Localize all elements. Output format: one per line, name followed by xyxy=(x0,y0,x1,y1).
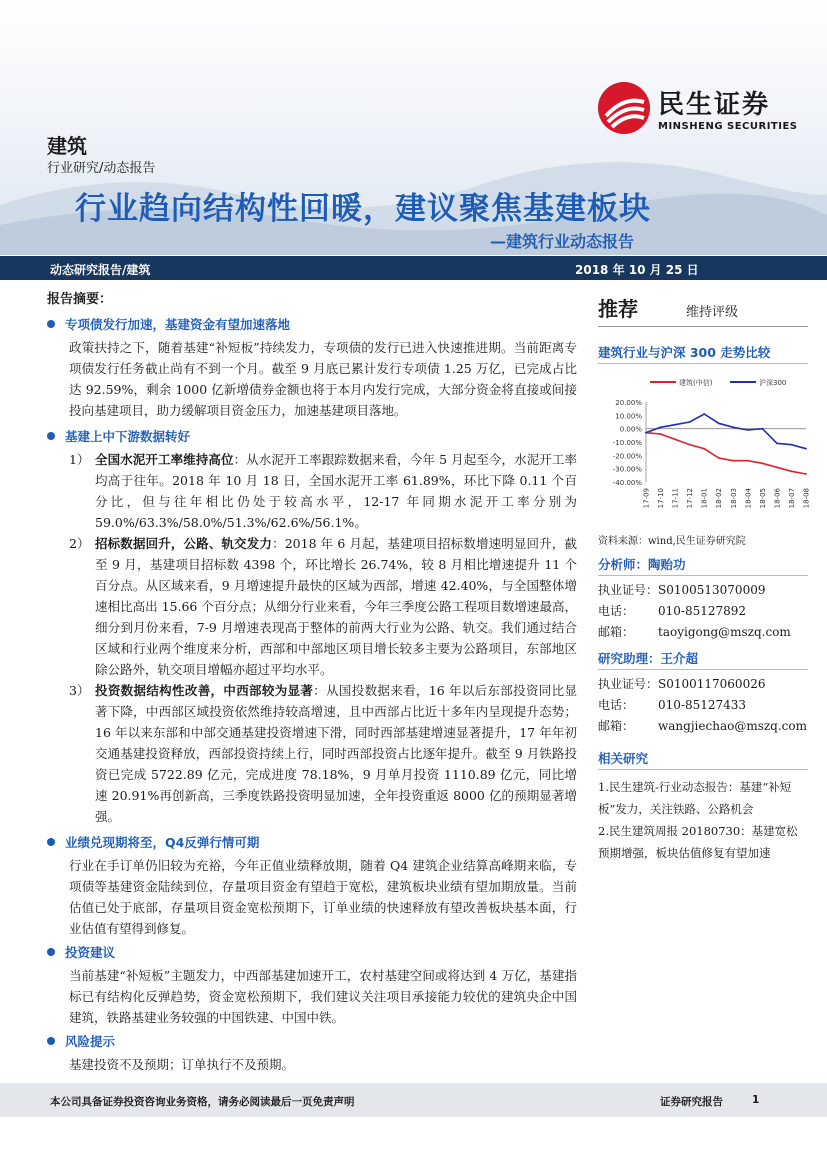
bullet-icon xyxy=(47,948,55,956)
bullet-icon xyxy=(47,432,55,440)
report-category: 动态研究报告/建筑 xyxy=(50,263,151,277)
data-point xyxy=(674,438,676,440)
y-tick-label: 0.00% xyxy=(619,425,642,434)
numbered-item: 1） 全国水泥开工率维持高位：从水泥开工率跟踪数据来看，今年 5 月起至今，水泥开工率均高于往年。2018 年 10 月 18 日，全国水泥开工率 61.89%，环比下降 0.11 个百分比，但与往年相比仍处于较高水平，12-17 年同期水泥开工率分别为 59.0%/63.3%/58.0%/51.3%/62.6%/56.1%。 xyxy=(69,452,577,530)
report-subtitle: —建筑行业动态报告 xyxy=(490,232,635,251)
data-point xyxy=(718,422,720,424)
data-point xyxy=(791,444,793,446)
numbered-item: 2） 招标数据回升，公路、轨交发力：2018 年 6 月起，基建项目招标数增速明显回升，截至 9 月，基建项目招标数 4398 个，环比增长 26.74%，较 8 月相比增速提升 11 个百分点。从区域来看，9 月增速提升最快的区域为西部，增速 42.40%，与全国整体增速相比高出 15.66 个百分点；从细分行业来看，今年三季度公路工程项目数增速最高，细分到月份来看，7-9 月增速表现高于整体的前两大行业为公路、轨交。我们通过结合区域和行业两个维度来分析，西部和中部地区项目增长较多主要为公路项目，东部地区除公路外，轨交项目增幅亦超过平均水平。 xyxy=(69,536,577,677)
x-tick-label: 18-01 xyxy=(700,488,709,509)
x-tick-label: 17-10 xyxy=(657,488,666,509)
data-point xyxy=(660,426,662,428)
data-point xyxy=(805,448,807,450)
section-heading: 业绩兑现期将至，Q4反弹行情可期 xyxy=(47,833,577,851)
y-tick-label: 20.00% xyxy=(615,399,642,407)
x-tick-label: 18-05 xyxy=(758,488,767,509)
page-number: 1 xyxy=(752,1094,760,1106)
y-tick-label: -20.00% xyxy=(612,452,642,461)
legend-label: 建筑(中信) xyxy=(679,379,713,387)
summary-column xyxy=(47,288,577,1075)
section-text: 行业在手订单仍旧较为充裕，今年正值业绩释放期，随着 Q4 建筑企业结算高峰期来临，专项债等基建资金陆续到位，存量项目资金有望趋于宽松，建筑板块业绩有望加期放量。当前估值已处于底部，存量项目资金宽松预期下，订单业绩的快速释放有望改善板块基本面，行业估值有望得到修复。 xyxy=(69,858,577,936)
section-heading: 风险提示 xyxy=(47,1032,577,1050)
data-point xyxy=(703,413,705,415)
x-tick-label: 17-12 xyxy=(686,488,695,509)
logo-cn: 民生证券 xyxy=(658,90,771,120)
data-point xyxy=(689,421,691,423)
x-tick-label: 18-04 xyxy=(744,488,753,509)
x-tick-label: 17-11 xyxy=(671,488,680,509)
assistant-heading: 研究助理：王介超 xyxy=(598,647,808,670)
data-point xyxy=(732,460,734,462)
section-text: 政策扶持之下，随着基建“补短板”持续发力，专项债的发行已进入快速推进期。当前距离专项债发行任务截止尚有不到一个月。截至 9 月底已累计发行专项债 1.25 万亿，已完成占比达 92.59%，剩余 1000 亿新增债券金额也将于本月内发行完成，大部分资金将直接或间接投向基建项目，助力缓解项目资金压力，加速基建项目落地。 xyxy=(69,340,577,418)
rating xyxy=(598,293,808,327)
section-text: 基建投资不及预期；订单执行不及预期。 xyxy=(69,1057,295,1072)
x-tick-label: 18-02 xyxy=(715,488,724,509)
numbered-item: 3） 投资数据结构性改善，中西部较为显著：从国投数据来看，16 年以后东部投资同比显著下降，中西部区域投资依然维持较高增速，且中西部占比近十多年内呈现提升态势；16 年以来东部和中部交通基建投资增速下滑，同时西部基建增速显著提升，17 年年初交通基建投资释放，西部投资持续上行，同时西部投资占比逐年提升。截至 9 月铁路投资已完成 5722.89 亿元，完成进度 78.18%，9 月单月投资 1110.89 亿元，同比增速 20.91%再创新高，三季度铁路投资明显加速，全年投资重返 8000 亿的预期显著增强。 xyxy=(69,683,577,824)
data-point xyxy=(761,428,763,430)
data-point xyxy=(689,444,691,446)
data-point xyxy=(703,448,705,450)
rating-value: 推荐 xyxy=(598,297,638,321)
data-point xyxy=(674,424,676,426)
footer xyxy=(0,1083,827,1117)
sidebar xyxy=(598,293,811,864)
info-bar xyxy=(0,256,827,280)
x-tick-label: 18-06 xyxy=(773,488,782,509)
analyst-row: 执业证号： S0100513070009 xyxy=(598,583,766,597)
bullet-icon xyxy=(47,838,55,846)
y-tick-label: -10.00% xyxy=(612,439,642,447)
analyst-email[interactable]: 邮箱： taoyigong@mszq.com xyxy=(598,625,791,639)
bullet-icon xyxy=(47,1037,55,1045)
data-point xyxy=(660,433,662,435)
legend-label: 沪深300 xyxy=(759,379,787,387)
trend-chart xyxy=(598,372,811,522)
report-title: 行业趋向结构性回暖，建议聚焦基建板块 xyxy=(75,191,651,227)
disclaimer-note: 本公司具备证券投资咨询业务资格，请务必阅读最后一页免责声明 xyxy=(50,1096,355,1108)
analyst-row: 电话： 010-85127892 xyxy=(598,604,747,618)
data-point xyxy=(761,462,763,464)
series-line xyxy=(646,433,806,474)
data-point xyxy=(645,432,647,434)
logo-mark-icon xyxy=(598,82,650,134)
data-point xyxy=(776,442,778,444)
footer-report-type: 证券研究报告 xyxy=(660,1096,723,1108)
y-tick-label: -30.00% xyxy=(612,465,642,474)
y-tick-label: 10.00% xyxy=(615,412,642,421)
series-line xyxy=(646,414,806,449)
related-heading: 相关研究 xyxy=(598,747,808,770)
section-heading: 基建上中下游数据转好 xyxy=(47,427,577,445)
report-date: 2018 年 10 月 25 日 xyxy=(575,263,699,277)
data-point xyxy=(747,429,749,431)
data-point xyxy=(747,460,749,462)
data-point xyxy=(776,466,778,468)
company-logo xyxy=(598,82,798,134)
sector-label: 建筑 xyxy=(47,134,87,158)
assistant-email[interactable]: 邮箱： wangjiechao@mszq.com xyxy=(598,719,808,733)
section-heading: 投资建议 xyxy=(47,943,577,961)
chart-source: 资料来源：wind,民生证券研究院 xyxy=(598,536,746,547)
data-point xyxy=(791,470,793,472)
data-point xyxy=(805,473,807,475)
analyst-heading: 分析师：陶贻功 xyxy=(598,553,808,576)
rating-note: 维持评级 xyxy=(686,305,739,320)
summary-heading: 报告摘要： xyxy=(47,292,113,307)
x-tick-label: 18-07 xyxy=(787,488,796,509)
report-type: 行业研究/动态报告 xyxy=(47,161,156,176)
logo-en: MINSHENG SECURITIES xyxy=(658,121,798,132)
bullet-icon xyxy=(47,320,55,328)
data-point xyxy=(732,426,734,428)
section-heading: 专项债发行加速，基建资金有望加速落地 xyxy=(47,315,577,333)
y-tick-label: -40.00% xyxy=(612,479,642,487)
x-tick-label: 18-08 xyxy=(802,488,811,509)
related-item[interactable]: 2.民生建筑周报 20180730：基建宽松预期增强，板块估值修复有望加速 xyxy=(598,824,798,860)
section-text: 当前基建“补短板”主题发力，中西部基建加速开工，农村基建空间或将达到 4 万亿，基建指标已有结构化反弹趋势，资金宽松预期下，我们建议关注项目承接能力较优的建筑央企中国建筑，铁路基建业务较强的中国铁建、中国中铁。 xyxy=(69,968,577,1025)
assistant-row: 执业证号： S0100117060026 xyxy=(598,677,766,691)
chart-heading: 建筑行业与沪深 300 走势比较 xyxy=(598,341,808,364)
x-tick-label: 18-03 xyxy=(729,488,738,509)
x-tick-label: 17-09 xyxy=(642,488,651,509)
assistant-row: 电话： 010-85127433 xyxy=(598,698,747,712)
related-item[interactable]: 1.民生建筑-行业动态报告：基建“补短板”发力，关注铁路、公路机会 xyxy=(598,780,792,816)
data-point xyxy=(718,457,720,459)
